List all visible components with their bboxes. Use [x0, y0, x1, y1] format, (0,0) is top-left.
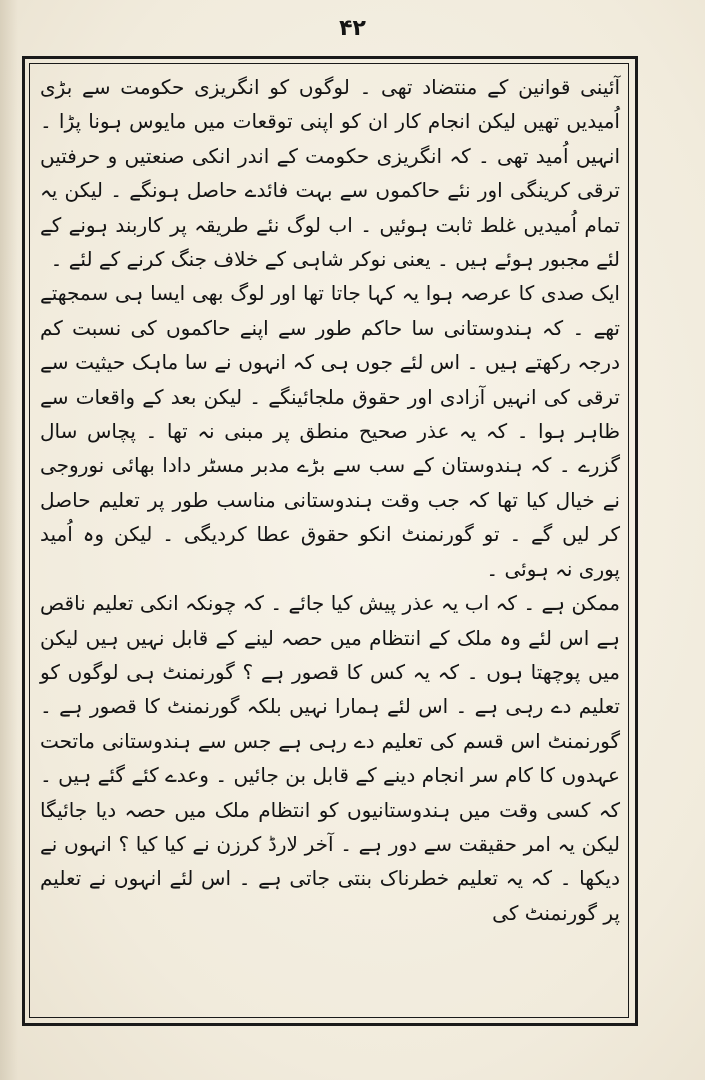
paragraph-2: ایک صدی کا عرصہ ہوا یہ کہا جاتا تھا اور لوگ بھی ایسا ہی سمجھتے تھے ۔ کہ ہندوستانی سا حاکم طور سے اپنے حاکموں کی نسبت کم درجہ رکھتے ہیں ۔ اس لئے جوں ہی کہ انہوں نے سا ماہک حیثیت سے ترقی کی انہیں آزادی اور حقوق ملجائینگے ۔ لیکن بعد کے واقعات سے ظاہر ہوا ۔ کہ یہ عذر صحیح منطق پر مبنی نہ تھا ۔ پچاس سال گزرے ۔ کہ ہندوستان کے سب سے بڑے مدبر مسٹر دادا بھائی نوروجی نے خیال کیا تھا کہ جب وقت ہندوستانی مناسب طور پر تعلیم حاصل کر لیں گے ۔ تو گورنمنٹ انکو حقوق عطا کردیگی ۔ لیکن وہ اُمید پوری نہ ہوئی ۔ — [40, 281, 620, 581]
binding-gutter-shadow — [0, 0, 18, 1080]
page-number: ۴۲ — [339, 16, 366, 41]
body-text — [40, 70, 620, 930]
paragraph-1: آئینی قوانین کے منتضاد تھی ۔ لوگوں کو انگریزی حکومت سے بڑی اُمیدیں تھیں لیکن انجام کار ان کو اپنی توقعات میں مایوس ہونا پڑا ۔ انہیں اُمید تھی ۔ کہ انگریزی حکومت کے اندر انکی صنعتیں و حرفتیں ترقی کرینگی اور نئے حاکموں سے بہت فائدے حاصل ہونگے ۔ لیکن یہ تمام اُمیدیں غلط ثابت ہوئیں ۔ اب لوگ نئے طریقہ پر کاربند ہونے کے لئے مجبور ہوئے ہیں ۔ یعنی نوکر شاہی کے خلاف جنگ کرنے کے لئے ۔ — [40, 75, 620, 272]
paragraph-3: ممکن ہے ۔ کہ اب یہ عذر پیش کیا جائے ۔ کہ چونکہ انکی تعلیم ناقص ہے اس لئے وہ ملک کے انتظام میں حصہ لینے کے قابل نہیں ہیں لیکن میں پوچھتا ہوں ۔ کہ یہ کس کا قصور ہے ؟ گورنمنٹ ہی لوگوں کو تعلیم دے رہی ہے ۔ اس لئے ہمارا نہیں بلکہ گورنمنٹ کا قصور ہے ۔ گورنمنٹ اس قسم کی تعلیم دے رہی ہے جس سے ہندوستانی ماتحت عہدوں کا کام سر انجام دینے کے قابل بن جائیں ۔ وعدے کئے گئے ہیں ۔ کہ کسی وقت میں ہندوستانیوں کو انتظام ملک میں حصہ دیا جائیگا لیکن یہ امر حقیقت سے دور ہے ۔ آخر لارڈ کرزن نے کیا کیا ؟ انہوں نے دیکھا ۔ کہ یہ تعلیم خطرناک بنتی جاتی ہے ۔ اس لئے انہوں نے تعلیم پر گورنمنٹ کی — [40, 591, 620, 925]
